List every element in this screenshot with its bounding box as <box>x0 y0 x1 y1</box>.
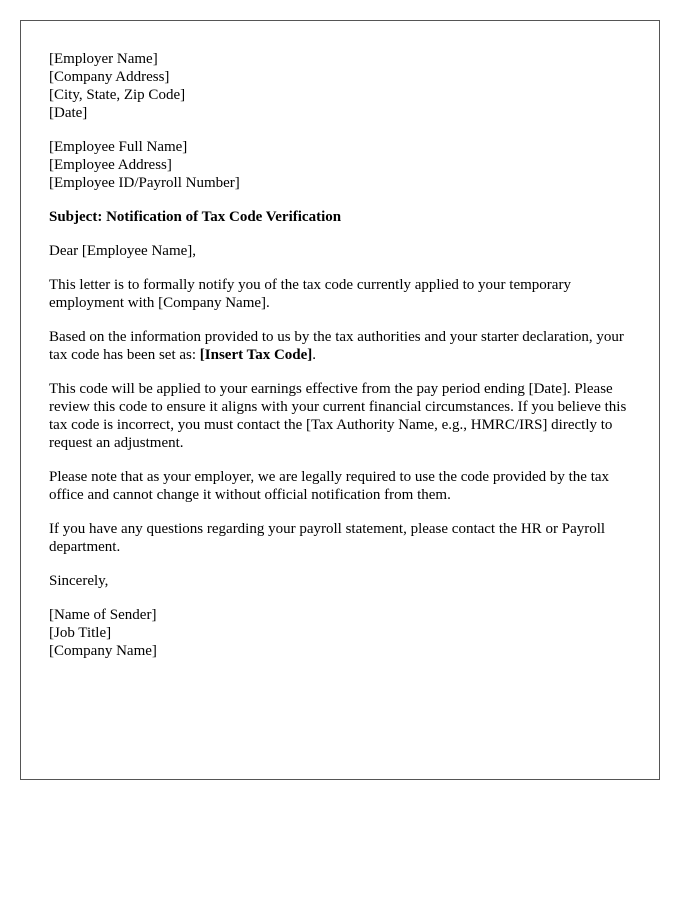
closing: Sincerely, <box>49 573 109 589</box>
paragraph-review: This code will be applied to your earnings effective from the pay period ending [Date]. Please review this code to ensure it aligns with your current financial circumstances. If you believe this tax code is incorrect, you must contact the [Tax Authority Name, e.g., HMRC/IRS] directly to request an adjustment. <box>49 381 627 451</box>
employee-id: [Employee ID/Payroll Number] <box>49 175 240 191</box>
sender-address-block <box>49 50 631 122</box>
company-address: [Company Address] <box>49 69 170 85</box>
city-state-zip: [City, State, Zip Code] <box>49 87 186 103</box>
employee-address: [Employee Address] <box>49 157 172 173</box>
salutation: Dear [Employee Name], <box>49 243 197 259</box>
employee-full-name: [Employee Full Name] <box>49 139 188 155</box>
paragraph-legal-note: Please note that as your employer, we are legally required to use the code provided by the tax office and cannot change it without official notification from them. <box>49 469 610 503</box>
paragraph-contact: If you have any questions regarding your payroll statement, please contact the HR or Payroll department. <box>49 521 606 555</box>
tax-code-placeholder: [Insert Tax Code] <box>199 347 313 363</box>
tax-code-intro: Based on the information provided to us by the tax authorities and your starter declaration, your tax code has been set as: <box>49 329 624 363</box>
paragraph-tax-code <box>49 328 631 364</box>
subject-line: Subject: Notification of Tax Code Verification <box>49 209 342 225</box>
sender-name: [Name of Sender] <box>49 607 157 623</box>
letter-date: [Date] <box>49 105 88 121</box>
paragraph-notification: This letter is to formally notify you of the tax code currently applied to your temporary employment with [Company Name]. <box>49 277 571 311</box>
sender-job-title: [Job Title] <box>49 625 112 641</box>
sender-company-name: [Company Name] <box>49 643 157 659</box>
recipient-address-block <box>49 138 631 192</box>
signature-block <box>49 606 631 660</box>
letter-page <box>20 20 660 780</box>
employer-name: [Employer Name] <box>49 51 158 67</box>
tax-code-period: . <box>312 347 317 363</box>
